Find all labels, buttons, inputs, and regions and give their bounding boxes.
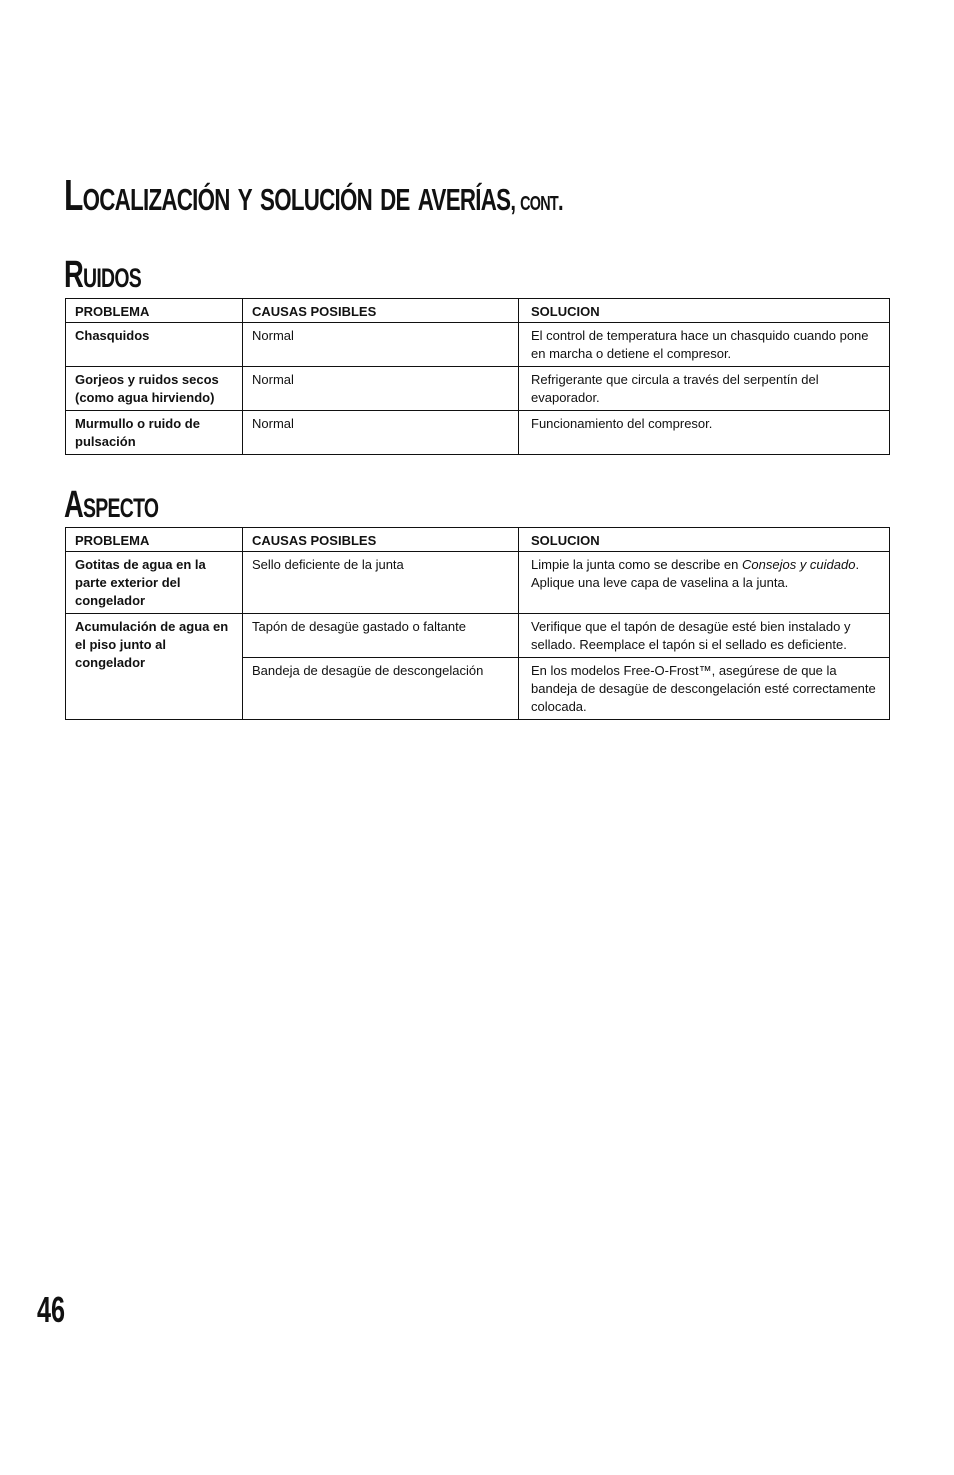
cause-cell: Normal — [243, 323, 519, 367]
ruidos-table — [65, 298, 890, 455]
cause-cell: Tapón de desagüe gastado o faltante — [243, 614, 519, 658]
table-row — [66, 323, 890, 367]
table-row — [66, 614, 890, 658]
table-row — [66, 552, 890, 614]
problem-cell: Gotitas de agua en la parte exterior del congelador — [66, 552, 243, 614]
column-header-problema: PROBLEMA — [66, 299, 243, 323]
table-row — [66, 411, 890, 455]
page-title — [64, 170, 563, 227]
column-header-causas: CAUSAS POSIBLES — [243, 528, 519, 552]
solution-cell: Funcionamiento del compresor. — [519, 411, 890, 455]
section-heading-aspecto: Aspecto — [64, 484, 159, 526]
column-header-solucion: SOLUCION — [519, 528, 890, 552]
cause-cell: Normal — [243, 411, 519, 455]
problem-cell: Chasquidos — [66, 323, 243, 367]
solution-cell — [519, 552, 890, 614]
section-heading-ruidos: Ruidos — [64, 254, 142, 296]
solution-text-reference: Consejos y cuidado — [742, 557, 856, 572]
solution-cell: Refrigerante que circula a través del serpentín del evaporador. — [519, 367, 890, 411]
table-header-row — [66, 299, 890, 323]
column-header-problema: PROBLEMA — [66, 528, 243, 552]
table-header-row — [66, 528, 890, 552]
cause-cell: Normal — [243, 367, 519, 411]
solution-text-pre: Limpie la junta como se describe en — [531, 557, 743, 572]
cause-cell: Sello deficiente de la junta — [243, 552, 519, 614]
page-title-main: Localización y solución de averías — [64, 171, 511, 220]
cause-cell: Bandeja de desagüe de descongelación — [243, 658, 519, 720]
solution-cell: En los modelos Free-O-Frost™, asegúrese de que la bandeja de desagüe de descongelación esté correctamente colocada. — [519, 658, 890, 720]
aspecto-table — [65, 527, 890, 720]
page-title-suffix: , cont. — [510, 185, 563, 216]
solution-cell: Verifique que el tapón de desagüe esté bien instalado y sellado. Reemplace el tapón si el sellado es deficiente. — [519, 614, 890, 658]
problem-cell: Acumulación de agua en el piso junto al congelador — [66, 614, 243, 720]
problem-cell: Murmullo o ruido de pulsación — [66, 411, 243, 455]
page-number: 46 — [37, 1289, 66, 1330]
column-header-solucion: SOLUCION — [519, 299, 890, 323]
table-row — [66, 367, 890, 411]
problem-cell: Gorjeos y ruidos secos (como agua hirviendo) — [66, 367, 243, 411]
solution-text-post: . Aplique una leve capa de vaselina a la junta. — [531, 557, 860, 590]
column-header-causas: CAUSAS POSIBLES — [243, 299, 519, 323]
solution-cell: El control de temperatura hace un chasquido cuando pone en marcha o detiene el compresor. — [519, 323, 890, 367]
